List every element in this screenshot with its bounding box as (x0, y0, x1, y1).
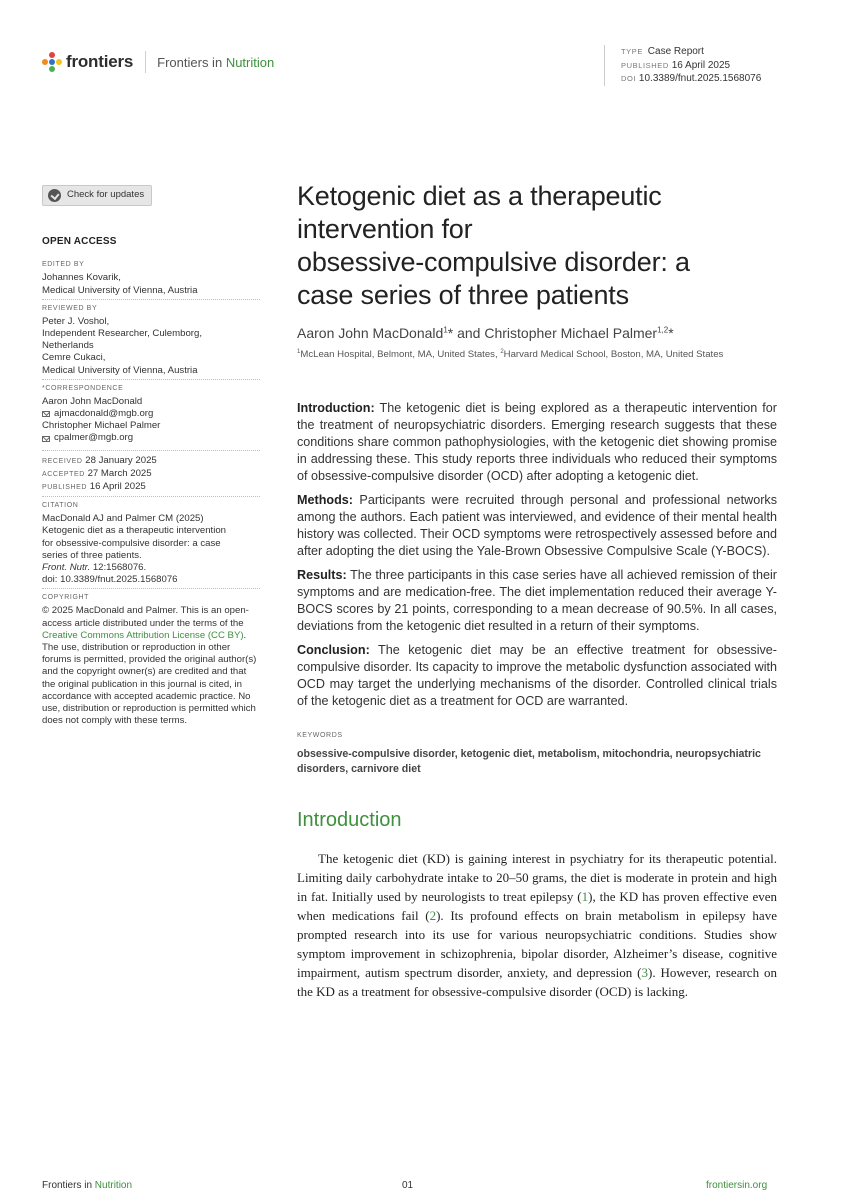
license-link[interactable]: Creative Commons Attribution License (CC BY) (42, 629, 244, 641)
correspondence-label: *CORRESPONDENCE (42, 379, 260, 394)
reviewed-by: Peter J. Voshol, Independent Researcher, Culemborg, Netherlands Cemre Cukaci, Medical University of Vienna, Austria (42, 315, 202, 376)
article-title: Ketogenic diet as a therapeutic intervention for obsessive-compulsive disorder: a case series of three patients (297, 181, 690, 310)
abstract (297, 400, 777, 710)
email-row[interactable] (42, 408, 260, 420)
reference-link[interactable]: 3 (641, 965, 649, 981)
abstract-conclusion: Conclusion: The ketogenic diet may be an effective treatment for obsessive-compulsive disorder. Its capacity to improve the metabolic dysfunction associated with OCD may target the underlying mechanisms of the disorder. Controlled clinical trials of the ketogenic diet as a treatment for OCD are warranted. (297, 643, 777, 709)
introduction-paragraph: The ketogenic diet (KD) is gaining interest in psychiatry for its therapeutic potential. Limiting daily carbohydrate intake to 20–50 grams, the diet is moderate in protein and high in fat. Initially used by neurologists to treat epilepsy (1), the KD has proven effective even when medications fail (2). Its profound effects on brain metabolism in epilepsy have prompted research into its use for various neuropsychiatric conditions. Studies show symptom improvement in schizophrenia, bipolar disorder, Alzheimer’s disease, cognitive impairment, autism spectrum disorder, anxiety, and depression (3). However, research on the KD as a treatment for obsessive-compulsive disorder (OCD) is lacking. (297, 851, 777, 1000)
email-link[interactable]: cpalmer@mgb.org (54, 432, 134, 444)
page-number: 01 (402, 1180, 414, 1191)
reference-link[interactable]: 1 (581, 889, 589, 905)
keywords-label: KEYWORDS (297, 732, 343, 740)
keywords: obsessive-compulsive disorder, ketogenic diet, metabolism, mitochondria, neuropsychiatric disorders, carnivore diet (297, 748, 761, 776)
email-row[interactable] (42, 432, 260, 444)
copyright-text: © 2025 MacDonald and Palmer. This is an open-access article distributed under the terms of the Creative Commons Attribution License (CC BY). The use, distribution or reproduction in other forums is permitted, provided the original author(s) and the copyright owner(s) are credited and that the original publication in this journal is cited, in accordance with accepted academic practice. No use, distribution or reproduction is permitted which does not comply with these terms. (42, 605, 257, 727)
abstract-methods: Methods: Participants were recruited through personal and professional networks among the authors. Each patient was interviewed, and evidence of their mental health history was collected. Their OCD symptoms were retrospectively assessed before and after adopting the diet using the Yale-Brown Obsessive Compulsive Scale (Y-BOCS). (297, 493, 777, 559)
citation-label: CITATION (42, 496, 260, 511)
section-heading-introduction: Introduction (297, 809, 402, 832)
edited-by-label: EDITED BY (42, 261, 85, 269)
email-link[interactable]: ajmacdonald@mgb.org (54, 408, 154, 420)
check-for-updates-button[interactable]: Check for updates (42, 185, 152, 206)
citation: MacDonald AJ and Palmer CM (2025) Ketogenic diet as a therapeutic intervention for obsessive-compulsive disorder: a case series of three patients. Front. Nutr. 12:1568076. doi: 10.3389/fnut.2025.1568076 (42, 513, 227, 586)
affiliations: $^1$McLean Hospital, Belmont, MA, United States, $^2$Harvard Medical School, Boston, MA, United States (297, 349, 724, 361)
header-divider (145, 51, 146, 73)
dates: RECEIVED 28 January 2025 ACCEPTED 27 March 2025 PUBLISHED 16 April 2025 (42, 450, 260, 495)
meta-type: TYPE Case Report (621, 46, 704, 57)
edited-by: Johannes Kovarik, Medical University of Vienna, Austria (42, 272, 198, 296)
frontiers-logo-icon (42, 52, 62, 72)
open-access-label: OPEN ACCESS (42, 236, 117, 248)
article-main (297, 180, 777, 1001)
footer-site-link[interactable]: frontiersin.org (706, 1180, 768, 1191)
article-sidebar (42, 185, 260, 728)
reference-link[interactable]: 2 (429, 908, 437, 924)
copyright-label: COPYRIGHT (42, 588, 260, 603)
frontiers-logo[interactable] (42, 51, 274, 73)
reviewed-by-label: REVIEWED BY (42, 299, 260, 314)
author-link[interactable]: Christopher Michael Palmer (484, 325, 658, 341)
check-updates-icon (48, 189, 61, 202)
meta-doi: DOI 10.3389/fnut.2025.1568076 (621, 73, 762, 84)
journal-name[interactable]: Frontiers in Nutrition (157, 54, 275, 70)
author-list: Aaron John MacDonald$^1$* and Christopher Michael Palmer$^{1,2}$* (297, 325, 674, 341)
article-meta (604, 45, 761, 86)
footer-journal[interactable]: Frontiers in Nutrition (42, 1180, 133, 1191)
correspondence: Aaron John MacDonald ajmacdonald@mgb.org Christopher Michael Palmer cpalmer@mgb.org (42, 396, 260, 445)
mail-icon (42, 411, 50, 417)
abstract-results: Results: The three participants in this case series have all achieved remission of their symptoms and are medication-free. The diet implementation reduced their average Y-BOCS scores by 21 points, corresponding to a mean decrease of 90.5%. In all cases, deviations from the ketogenic diet resulted in a return of their symptoms. (297, 568, 777, 634)
meta-published: PUBLISHED 16 April 2025 (621, 59, 731, 71)
abstract-introduction: Introduction: The ketogenic diet is being explored as a therapeutic intervention for the treatment of neuropsychiatric disorders. Emerging research suggests that these conditions share common pathophysiologies, with the ketogenic diet showing promise in addressing these. This study reports three individuals who reduced their symptoms of obsessive-compulsive disorder (OCD) after adopting a ketogenic diet. (297, 401, 777, 484)
mail-icon (42, 436, 50, 442)
logo-wordmark: frontiers (66, 52, 134, 71)
author-link[interactable]: Aaron John MacDonald (297, 325, 444, 341)
